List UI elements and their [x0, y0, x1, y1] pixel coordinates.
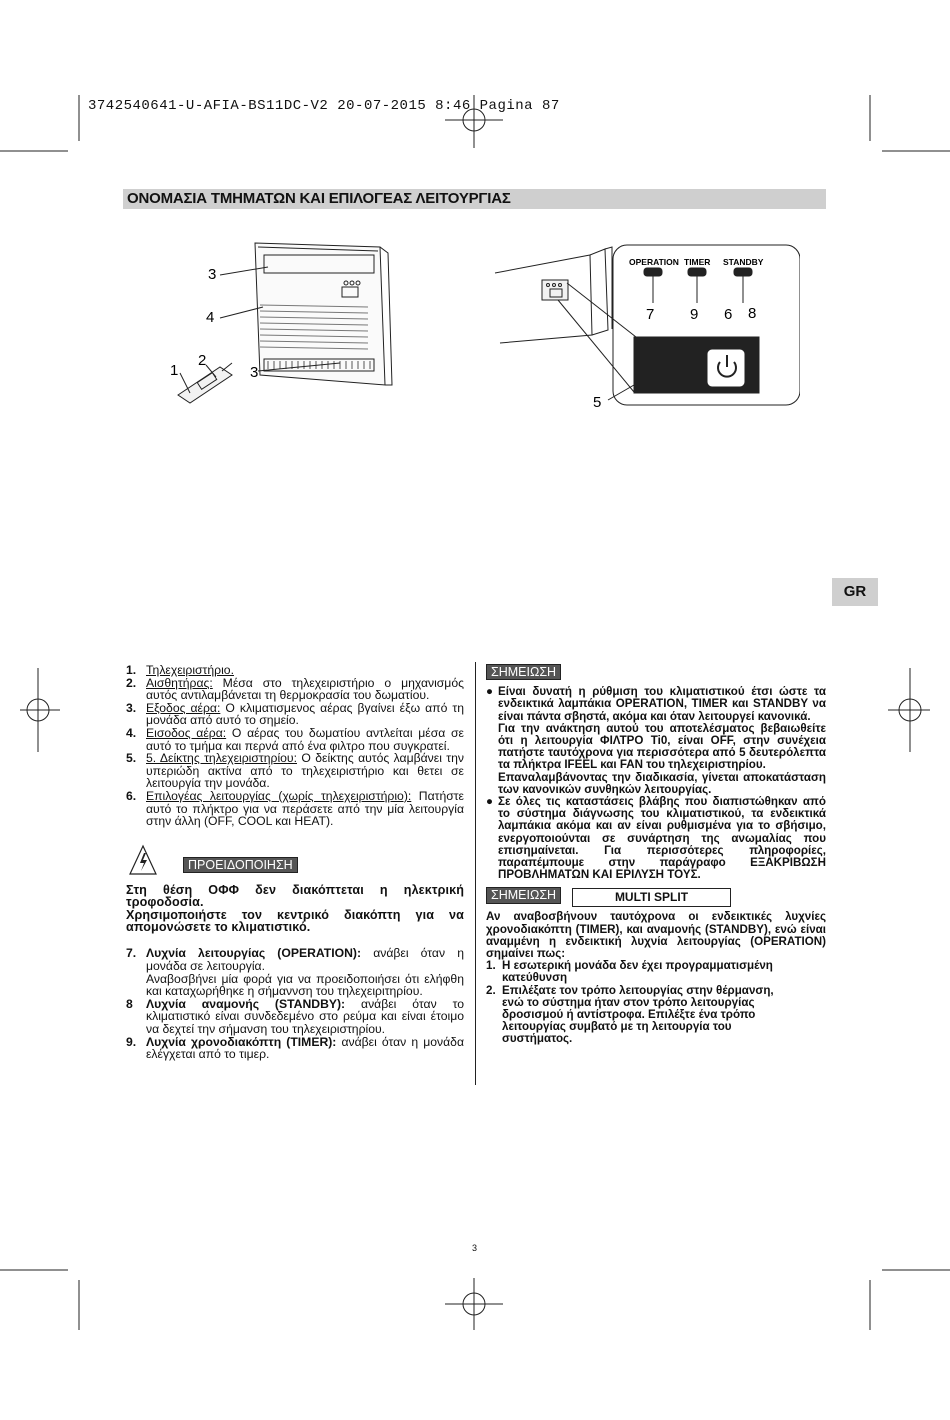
electric-hazard-icon — [128, 844, 158, 876]
note-text-b: Για την ανάκτηση αυτού του αποτελέσματος βεβαιωθείτε ότι η λειτουργία ΦΙΛΤΡΟ Ti0, είναι OFF, στην συνέχεια πατήστε ταυτόχρονα για περισσότερα από 5 δευτερόλεπτα τα πλήκτρα IFEEL και FAN του τηλεχειριστηρίου. — [498, 721, 826, 772]
list-item: 2. Αισθητήρας: Μέσα στο τηλεχειριστήριο ο μηχανισμός αυτός αντιλαμβάνεται τη θερμοκρασία του δωματίου. — [126, 675, 464, 703]
item-text: Ο κλιματισμενος αέρας βγαίνει έξω από τη μονάδα από αυτό το σημείο. — [146, 700, 464, 728]
unit-diagram — [160, 225, 800, 425]
indoor-unit-illustration — [255, 243, 392, 385]
list-item: 9. Λυχνία χρονοδιακόπτη (TIMER): ανάβει όταν η μονάδα ελέγχεται από το τιμερ. — [126, 1034, 464, 1062]
bullet-dot: ● — [486, 795, 494, 809]
print-header: 3742540641-U-AFIA-BS11DC-V2 20-07-2015 8:46 Pagina 87 — [88, 98, 560, 114]
note-text-a: Είναι δυνατή η ρύθμιση του κλιματιστικού έτσι ώστε τα ενδεικτικά λαμπάκια OPERATION, TIMER και STANDBY να είναι πάντα σβηστά, ακόμα και όταν λειτουργεί κανονικά. — [498, 685, 826, 723]
warning-text-1: Στη θέση ΟΦΦ δεν διακόπτεται η ηλεκτρική τροφοδοσία. — [126, 882, 464, 910]
note-label: ΣΗΜΕΙΩΣΗ — [486, 887, 561, 903]
list-item: 8 Λυχνία αναμονής (STANDBY): ανάβει όταν το κλιματιστικό είναι συνδεδεμένο στο ρεύμα και είναι έτοιμο να δεχτεί την σήμανση του τηλεχειριστηρίου. — [126, 996, 464, 1036]
bullet-dot: ● — [486, 685, 494, 699]
item-title: Τηλεχειριστήριο. — [146, 663, 234, 677]
callout-3-bottom: 3 — [250, 364, 259, 381]
item-text: Ο δείκτης αυτός λαμβάνει την υπεριώδη ακτίνα από το τηλεχειριστήριο και θετει σε λειτουργία την μονάδα. — [146, 751, 464, 791]
callout-5: 5 — [593, 394, 602, 411]
list-item: 1. Τηλεχειριστήριο. — [126, 663, 234, 677]
item-title: Επιλογέας λειτουργίας (χωρίς τηλεχειριστήριο): — [146, 788, 412, 803]
warning-label: ΠΡΟΕΙΔΟΠΟΙΗΣΗ — [183, 857, 298, 874]
callout-7: 7 — [646, 306, 655, 323]
note-bullet — [486, 686, 826, 796]
item-title: Λυχνία λειτουργίας (OPERATION): — [146, 946, 362, 961]
callout-3-top: 3 — [208, 266, 217, 283]
multisplit-header — [486, 887, 826, 907]
lamps-list — [126, 947, 464, 1060]
note-bullet — [486, 796, 826, 881]
note-text-c: Επαναλαμβάνοντας την διαδικασία, γίνεται αποκατάσταση των κανονικών συνθηκών λειτουργίας. — [498, 770, 826, 796]
multisplit-intro: Αν αναβοσβήνουν ταυτόχρονα οι ενδεικτικές λυχνίες χρονοδιακόπτη (TIMER), και αναμονής (STANDBY), ενώ είναι αναμμένη η ενδεικτική λυχνία λειτουργίας (OPERATION) σημαίνει πως: — [486, 910, 826, 961]
item-text: ανάβει όταν το κλιματιστικό είναι συνδεδεμένο στο ρεύμα και είναι έτοιμο να δεχτεί την σήμανση του τηλεχειριστηρίου. — [146, 996, 464, 1036]
left-column — [126, 664, 464, 1061]
callout-8: 8 — [748, 305, 757, 322]
item-text: Ο αέρας του δωματίου αντλείται μέσα σε αυτό το τμήμα και περνά από ένα φιλτρο που συγκρατεί. — [146, 725, 464, 753]
callout-2: 2 — [198, 352, 207, 369]
standby-label: STANDBY — [723, 257, 764, 267]
remote-control-illustration — [178, 363, 232, 403]
list-item: 5. 5. Δείκτης τηλεχειριστηρίου: Ο δείκτης αυτός λαμβάνει την υπεριώδη ακτίνα από το τηλεχειριστήριο και θετει σε λειτουργία την μονάδα. — [126, 751, 464, 791]
list-item: 2. Επιλέξατε τον τρόπο λειτουργίας στην θέρμανση, ενώ το σύστημα ήταν στον τρόπο λειτουργίας δροσισμού ή αντίστροφα. Επιλέξτε ένα τρόπο λειτουργίας συμβατό με τη λειτουργία του συστήματος. — [486, 983, 774, 1046]
right-column — [486, 664, 826, 1046]
callout-6: 6 — [724, 306, 733, 323]
item-extra: Αναβοσβήνει μία φορά για να προειδοποιήσει ότι ελήφθη και καταχωρήθηκε η σήμαννση του τηλεχειριτηρίου. — [146, 971, 464, 999]
item-title: Αισθητήρας: — [146, 675, 213, 690]
column-divider — [475, 662, 476, 1085]
note-label: ΣΗΜΕΙΩΣΗ — [486, 664, 561, 680]
section-title: ΟΝΟΜΑΣΙΑ ΤΜΗΜΑΤΩΝ ΚΑΙ ΕΠΙΛΟΓΕΑΣ ΛΕΙΤΟΥΡΓΙΑΣ — [127, 190, 511, 207]
callout-1: 1 — [170, 362, 179, 379]
item-title: Λυχνία αναμονής (STANDBY): — [146, 996, 346, 1011]
item-text: Πατήστε αυτό το πλήκτρο για να περάσετε από την μία λειτουργία στην άλλη (OFF, COOL και HEAT). — [146, 788, 464, 829]
language-tab: GR — [832, 578, 878, 606]
control-panel-detail — [495, 245, 800, 405]
note-text: Σε όλες τις καταστάσεις βλάβης που διαπιστώθηκαν από το σύστημα διάγνωσης του κλιματιστικού, τα ενδεικτικά λαμπάκια ακόμα και αν είναι ρυθμισμένα για το σβήσιμο, ενεργοποιούνται σε συνάρτηση της ανωμαλίας που επισημαίνεται. Για περισσότερες πληροφορίες, παραπέμπουμε στην παράγραφο ΕΞΑΚΡΙΒΩΣΗ ΠΡΟΒΛΗΜΑΤΩΝ ΚΑΙ ΕΡΙΛΥΣΗ ΤΟΥΣ. — [498, 795, 826, 882]
callout-4: 4 — [206, 309, 215, 326]
list-item: 3. Εξοδος αέρα: Ο κλιματισμενος αέρας βγαίνει έξω από τη μονάδα από αυτό το σημείο. — [126, 700, 464, 728]
timer-label: TIMER — [684, 257, 711, 267]
item-text: Μέσα στο τηλεχειριστήριο ο μηχανισμός αυτός αντιλαμβάνεται τη θερμοκρασία του δωματίου. — [146, 675, 464, 703]
parts-list — [126, 664, 464, 828]
warning-text-2: Χρησιμοποιήστε τον κεντρικό διακόπτη για να απομονώσετε το κλιματιστικό. — [126, 907, 464, 934]
item-text: ανάβει όταν η μονάδα σε λειτουργία. — [146, 946, 464, 973]
callout-9: 9 — [690, 306, 699, 323]
item-title: Εξοδος αέρα: — [146, 700, 221, 715]
item-title: 5. Δείκτης τηλεχειριστηρίου: — [146, 751, 297, 766]
list-item: 7. Λυχνία λειτουργίας (OPERATION): ανάβει όταν η μονάδα σε λειτουργία. Αναβοσβήνει μία φορά για να προειδοποιήσει ότι ελήφθη και καταχωρήθηκε η σήμαννση του τηλεχειριτηρίου. — [126, 946, 464, 999]
section-title-bar — [123, 189, 826, 209]
item-title: Λυχνία χρονοδιακόπτη (TIMER): — [146, 1034, 337, 1049]
list-item: 4. Εισοδος αέρα: Ο αέρας του δωματίου αντλείται μέσα σε αυτό το τμήμα και περνά από ένα φιλτρο που συγκρατεί. — [126, 725, 464, 753]
list-item: 6. Επιλογέας λειτουργίας (χωρίς τηλεχειριστήριο): Πατήστε αυτό το πλήκτρο για να περάσετε από την μία λειτουργία στην άλλη (OFF, COOL και HEAT). — [126, 788, 464, 829]
page-number: 3 — [472, 1243, 478, 1253]
item-title: Εισοδος αέρα: — [146, 725, 227, 740]
list-item: 1. Η εσωτερική μονάδα δεν έχει προγραμματισμένη κατεύθυνση — [486, 959, 773, 985]
operation-label: OPERATION — [629, 257, 679, 267]
multi-split-box: MULTI SPLIT — [572, 888, 731, 907]
warning-header — [126, 844, 464, 878]
item-text: ανάβει όταν η μονάδα ελέγχεται από το τιμερ. — [146, 1034, 464, 1062]
